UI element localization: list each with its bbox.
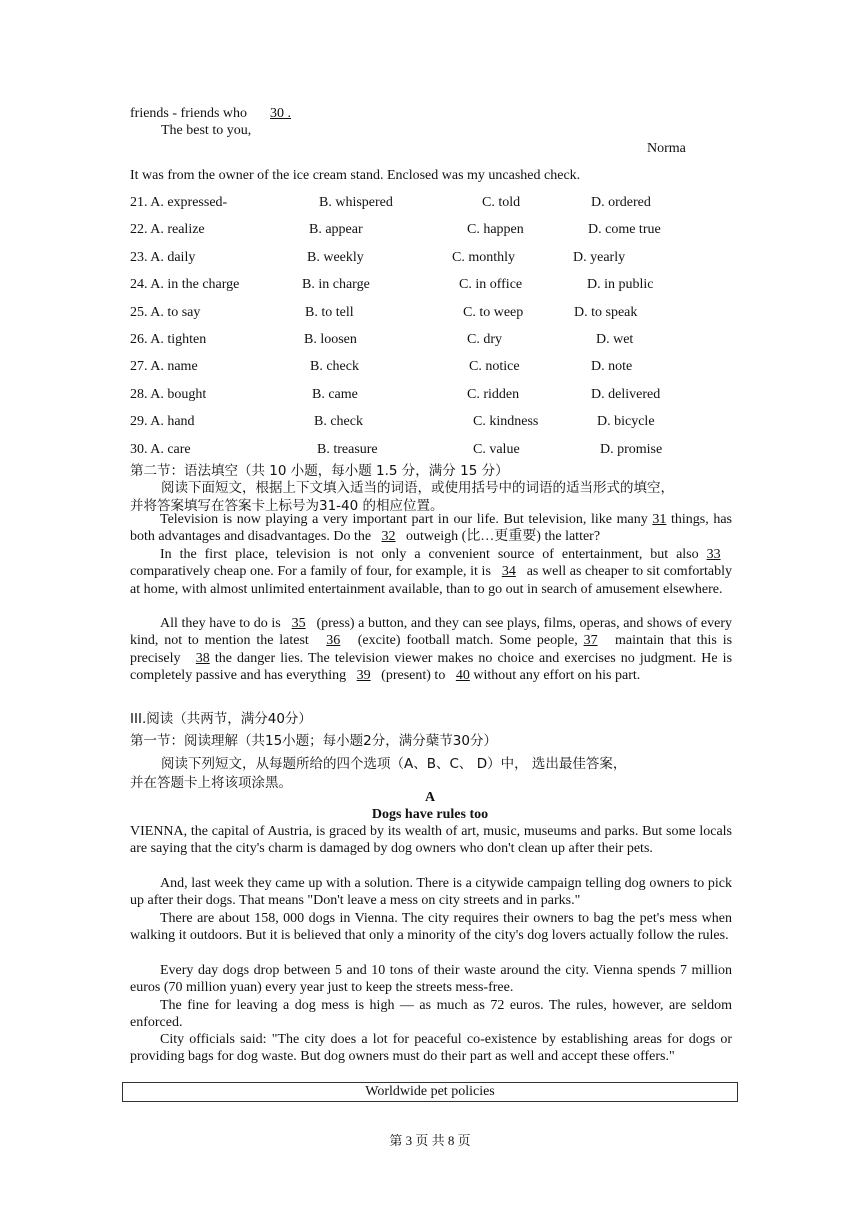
grammar-paragraph	[130, 511, 732, 546]
option-b: B. treasure	[317, 441, 378, 457]
grammar-paragraph	[130, 546, 732, 598]
paragraph-text: (excite) football match. Some people,	[357, 633, 578, 649]
option-b: B. in charge	[302, 277, 370, 293]
option-c: C. value	[473, 441, 520, 457]
part3-subheading: 第一节：阅读理解（共15小题；每小题2分，满分蘖节30分）	[130, 733, 497, 749]
paragraph-text: In the first place, television is not only a convenient source of entertainment, but also	[160, 547, 699, 562]
article-paragraph	[130, 910, 732, 945]
option-b: B. to tell	[305, 304, 354, 320]
article-paragraph	[130, 875, 732, 910]
option-d: D. delivered	[591, 386, 661, 402]
paragraph-text: And, last week they came up with a solution. There is a citywide campaign telling dog owners to pick up after their dogs. That means "Don't leave a mess on city streets and in parks."	[130, 876, 732, 909]
option-a: 28. A. bought	[130, 386, 207, 402]
option-b: B. came	[312, 386, 358, 402]
paragraph-text: things, has both advantages and disadvantages. Do the	[130, 512, 733, 545]
option-d: D. in public	[587, 277, 654, 293]
paragraph-text: Every day dogs drop between 5 and 10 tons of their waste around the city. Vienna spends 7 million euros (70 million yuan) every year just to keep the streets mess-free.	[130, 963, 732, 996]
option-c: C. happen	[467, 222, 524, 238]
option-b: B. check	[310, 359, 359, 375]
option-c: C. monthly	[452, 249, 516, 265]
option-c: C. notice	[469, 359, 520, 375]
option-b: B. whispered	[319, 195, 393, 210]
option-b: B. weekly	[307, 249, 364, 265]
option-d: D. yearly	[573, 249, 626, 265]
option-a: 27. A. name	[130, 359, 198, 375]
option-c: C. ridden	[467, 386, 520, 402]
option-a: 25. A. to say	[130, 304, 201, 320]
blank-39: 39	[356, 668, 371, 684]
option-c: C. dry	[467, 332, 502, 347]
letter-text: friends - friends who	[130, 106, 248, 121]
paragraph-text: comparatively cheap one. For a family of four, for example, it is	[130, 564, 491, 580]
option-c: C. kindness	[473, 414, 539, 430]
paragraph-text: Television is now playing a very important part in our life. But television, like many	[160, 512, 648, 527]
option-d: D. wet	[596, 332, 634, 347]
letter-closing: The best to you,	[161, 123, 252, 138]
letter-signature: Norma	[647, 141, 686, 156]
blank-40: 40	[455, 668, 470, 684]
grammar-paragraph	[130, 615, 732, 685]
part3-instruction: 阅读下列短文，从每题所给的四个选项（A、B、C、 D）中， 选出最佳答案，	[161, 756, 627, 772]
table-title: Worldwide pet policies	[122, 1082, 738, 1102]
option-a: 24. A. in the charge	[130, 277, 240, 293]
part3-instruction: 并在答题卡上将该项涂黑。	[130, 775, 292, 791]
option-c: C. told	[482, 195, 521, 210]
page-footer: 第 3 页 共 8 页	[389, 1133, 471, 1148]
blank-32: 32	[381, 529, 396, 545]
blank-35: 35	[291, 616, 306, 631]
article-letter: A	[424, 790, 436, 805]
option-a: 26. A. tighten	[130, 332, 207, 347]
article-paragraph: VIENNA, the capital of Austria, is graced by its wealth of art, music, museums and parks. But some locals are saying that the city's charm is damaged by dog owners who don't clean up after their pets.	[130, 824, 732, 857]
paragraph-text: There are about 158, 000 dogs in Vienna. The city requires their owners to bag the pet's mess when walking it outdoors. But it is believed that only a minority of the city's dog lovers actually follow the rules.	[130, 911, 732, 944]
blank-31: 31	[652, 512, 667, 527]
paragraph-text: outweigh (比…更重要) the latter?	[406, 529, 601, 545]
article-paragraph	[130, 997, 732, 1032]
option-b: B. appear	[309, 222, 363, 238]
option-a: 30. A. care	[130, 441, 191, 457]
option-a: 29. A. hand	[130, 414, 195, 430]
option-d: D. ordered	[591, 195, 651, 210]
option-d: D. note	[591, 359, 633, 375]
paragraph-text: (present) to	[381, 668, 446, 684]
blank-37: 37	[583, 633, 598, 649]
blank-34: 34	[501, 564, 516, 580]
option-a: 21. A. expressed-	[130, 195, 228, 210]
blank-33: 33	[706, 547, 721, 562]
blank-30: 30 .	[270, 106, 292, 121]
part3-heading: III.阅读（共两节，满分40分）	[130, 711, 312, 727]
blank-38: 38	[195, 650, 210, 666]
option-b: B. loosen	[304, 332, 357, 347]
section2-instruction: 阅读下面短文，根据上下文填入适当的词语，或使用括号中的词语的适当形式的填空，	[161, 480, 674, 496]
option-d: D. to speak	[574, 304, 638, 320]
section2-instruction: 并将答案填写在答案卡上标号为31-40 的相应位置。	[130, 498, 444, 514]
paragraph-text: as well as cheaper to sit comfortably at home, with almost unlimited entertainment available, than to go out in search of amusement elsewhere.	[130, 564, 733, 597]
option-d: D. come true	[588, 222, 661, 238]
article-title: Dogs have rules too	[371, 807, 489, 822]
article-paragraph	[130, 1031, 732, 1066]
option-c: C. to weep	[463, 304, 524, 320]
option-d: D. promise	[600, 441, 663, 457]
option-a: 23. A. daily	[130, 249, 196, 265]
option-b: B. check	[314, 414, 363, 430]
paragraph-text: City officials said: "The city does a lot for peaceful co-existence by establishing areas for dogs or providing bags for dog waste. But dog owners must do their part as well and accept these offers."	[130, 1032, 732, 1065]
letter-line	[130, 106, 291, 122]
option-a: 22. A. realize	[130, 222, 205, 238]
paragraph-text: The fine for leaving a dog mess is high — as much as 72 euros. The rules, however, are seldom enforced.	[130, 998, 732, 1031]
article-paragraph	[130, 962, 732, 997]
paragraph-text: without any effort on his part.	[473, 668, 641, 684]
paragraph-text: the danger lies. The television viewer makes no choice and exercises no judgment. He is completely passive and has everything	[130, 650, 733, 684]
letter-ending: It was from the owner of the ice cream stand. Enclosed was my uncashed check.	[130, 168, 581, 183]
paragraph-text: maintain that this is precisely	[130, 633, 733, 666]
section2-heading: 第二节：语法填空（共 10 小题，每小题 1.5 分，满分 15 分）	[130, 463, 509, 479]
paragraph-text: All they have to do is	[160, 616, 281, 631]
option-c: C. in office	[459, 277, 523, 293]
paragraph-text: (press) a button, and they can see plays, films, operas, and shows of every kind, not to mention the latest	[130, 616, 733, 649]
blank-36: 36	[326, 633, 341, 649]
option-d: D. bicycle	[597, 414, 655, 430]
